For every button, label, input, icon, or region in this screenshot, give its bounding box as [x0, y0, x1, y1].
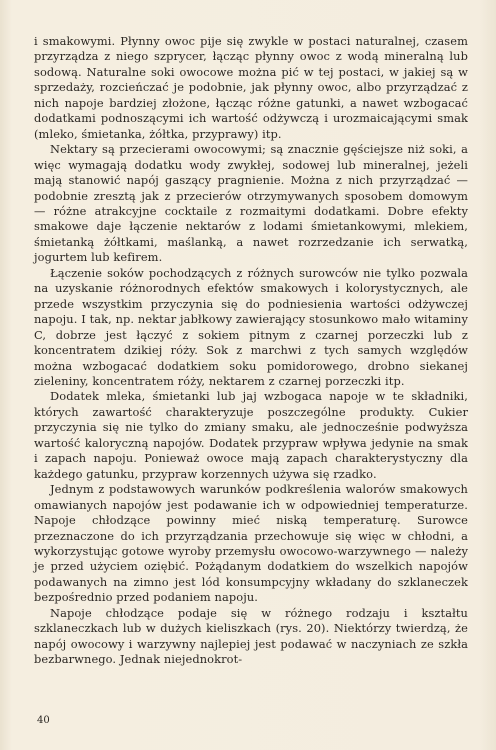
page-body-text [34, 34, 468, 668]
paragraph-5: Jednym z podstawowych warunków podkreślenia walorów smakowych omawianych napojów jest podawanie ich w odpowiedniej temperaturze. Napoje chłodzące powinny mieć niską temperaturę. Surowce przeznaczone do ich przyrządzania przechowuje się więc w chłodni, a wykorzystując gotowe wyroby przemysłu owocowo-warzywnego — należy je przed użyciem oziębić. Pożądanym dodatkiem do wszelkich napojów podawanych na zimno jest lód konsumpcyjny wkładany do szklaneczek bezpośrednio przed podaniem napoju. [34, 482, 468, 605]
paragraph-3: Łączenie soków pochodzących z różnych surowców nie tylko pozwala na uzyskanie różnorodnych efektów smakowych i kolorystycznych, ale przede wszystkim przyczynia się do podniesienia wartości odżywczej napoju. I tak, np. nektar jabłkowy zawierający stosunkowo mało witaminy C, dobrze jest łączyć z sokiem pitnym z czarnej porzeczki lub z koncentratem dzikiej róży. Sok z marchwi z tych samych względów można wzbogacać dodatkiem soku pomidorowego, drobno siekanej zieleniny, koncentratem róży, nektarem z czarnej porzeczki itp. [34, 265, 468, 388]
paragraph-6: Napoje chłodzące podaje się w różnego rodzaju i kształtu szklaneczkach lub w dużych kieliszkach (rys. 20). Niektórzy twierdzą, że napój owocowy i warzywny najlepiej jest podawać w naczyniach ze szkła bezbarwnego. Jednak niejednokrot- [34, 605, 468, 667]
paragraph-4: Dodatek mleka, śmietanki lub jaj wzbogaca napoje w te składniki, których zawartość charakteryzuje poszczególne produkty. Cukier przyczynia się nie tylko do zmiany smaku, ale jednocześnie podwyższa wartość kaloryczną napojów. Dodatek przypraw wpływa jedynie na smak i zapach napoju. Ponieważ owoce mają zapach charakterystyczny dla każdego gatunku, przypraw korzennych używa się rzadko. [34, 389, 468, 481]
paragraph-1: i smakowymi. Płynny owoc pije się zwykle w postaci naturalnej, czasem przyrządza z niego szpryсer, łącząc płynny owoc z wodą mineralną lub sodową. Naturalne soki owocowe można pić w tej postaci, w jakiej są w sprzedaży, rozcieńczać je podobnie, jak płynny owoc, albo przyrządzać z nich napoje bardziej złożone, łącząc różne gatunki, a nawet wzbogacać dodatkami podnoszącymi ich wartość odżywczą i urozmaicającymi smak (mleko, śmietanka, żółtka, przyprawy) itp. [34, 34, 468, 141]
paragraph-2: Nektary są przecierami owocowymi; są znacznie gęściejsze niż soki, a więc wymagają dodatku wody zwykłej, sodowej lub mineralnej, jeżeli mają stanowić napój gaszący pragnienie. Można z nich przyrządzać — podobnie zresztą jak z przecierów otrzymywanych sposobem domowym — różne atrakcyjne cocktaile z rozmaitymi dodatkami. Dobre efekty smakowe daje łączenie nektarów z lodami śmietankowymi, mlekiem, śmietanką żółtkami, maślanką, a nawet rozrzedzanie ich serwatką, jogurtem lub kefirem. [34, 142, 468, 265]
page-number: 40 [37, 715, 50, 726]
